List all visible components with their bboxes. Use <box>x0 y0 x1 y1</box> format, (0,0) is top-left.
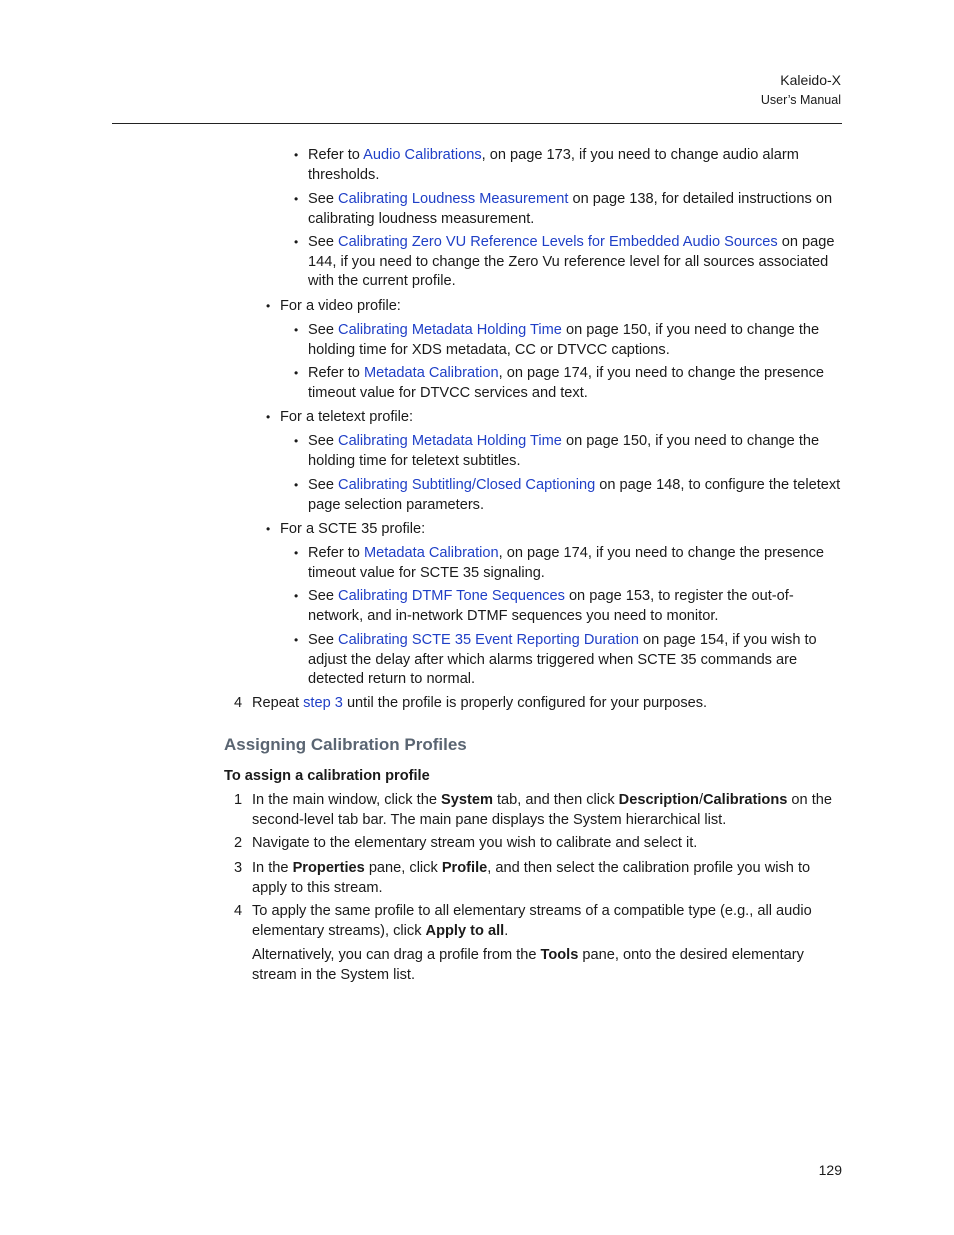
list-item: • See Calibrating Metadata Holding Time on page 150, if you need to change the holding time for teletext subtitles. <box>294 433 820 469</box>
list-item: • Refer to Audio Calibrations, on page 173, if you need to change audio alarm thresholds. <box>294 147 799 183</box>
procedure-step: 1 In the main window, click the System tab, and then click Description/Calibrations on the second-level tab bar. The main pane displays the System hierarchical list. <box>234 792 832 828</box>
link-metadata-holding-time[interactable]: Calibrating Metadata Holding Time <box>338 433 562 449</box>
list-item: • See Calibrating Metadata Holding Time on page 150, if you need to change the holding time for XDS metadata, CC or DTVCC captions. <box>294 322 820 358</box>
link-dtmf[interactable]: Calibrating DTMF Tone Sequences <box>338 588 565 604</box>
link-metadata-calibration[interactable]: Metadata Calibration <box>363 545 499 561</box>
running-header-product: Kaleido-X <box>780 72 841 88</box>
link-calibrating-loudness[interactable]: Calibrating Loudness Measurement <box>338 191 569 207</box>
procedure-title: To assign a calibration profile <box>224 768 430 784</box>
link-scte35-duration[interactable]: Calibrating SCTE 35 Event Reporting Duration <box>338 632 639 648</box>
bullet-icon: • <box>294 546 299 560</box>
bullet-icon: • <box>294 366 299 380</box>
bullet-icon: • <box>266 522 271 536</box>
header-rule <box>112 123 842 124</box>
running-header-manual: User’s Manual <box>760 93 841 107</box>
bullet-icon: • <box>294 434 299 448</box>
bullet-icon: • <box>294 323 299 337</box>
list-item: • For a video profile: <box>266 297 826 317</box>
list-item: • See Calibrating Loudness Measurement on page 138, for detailed instructions on calibrating loudness measurement. <box>294 191 833 227</box>
bullet-icon: • <box>266 299 271 313</box>
bullet-icon: • <box>266 410 271 424</box>
section-title: Assigning Calibration Profiles <box>224 735 467 754</box>
bullet-icon: • <box>294 235 299 249</box>
link-metadata-calibration[interactable]: Metadata Calibration <box>363 365 499 381</box>
procedure-step: 2 Navigate to the elementary stream you wish to calibrate and select it. <box>234 835 698 851</box>
procedure-step: 3 In the Properties pane, click Profile, and then select the calibration profile you wish to apply to this stream. <box>234 860 811 896</box>
list-item: • For a SCTE 35 profile: <box>266 520 826 540</box>
bullet-icon: • <box>294 633 299 647</box>
link-step-3[interactable]: step 3 <box>303 695 343 711</box>
list-item: • Refer to Metadata Calibration, on page 174, if you need to change the presence timeout value for SCTE 35 signaling. <box>294 545 825 581</box>
list-item: • Refer to Metadata Calibration, on page 174, if you need to change the presence timeout value for DTVCC services and text. <box>294 365 825 401</box>
list-item: • See Calibrating Zero VU Reference Levels for Embedded Audio Sources on page 144, if you need to change the Zero Vu reference level for all sources associated with the current profile. <box>294 234 835 290</box>
bullet-icon: • <box>294 148 299 162</box>
list-item: • For a teletext profile: <box>266 408 826 428</box>
list-item: • See Calibrating Subtitling/Closed Captioning on page 148, to configure the teletext page selection parameters. <box>294 477 841 513</box>
bullet-icon: • <box>294 589 299 603</box>
bullet-icon: • <box>294 478 299 492</box>
page-number: 129 <box>818 1162 842 1178</box>
procedure-step: 4 Repeat step 3 until the profile is properly configured for your purposes. <box>234 695 708 711</box>
list-item: • See Calibrating SCTE 35 Event Reporting Duration on page 154, if you wish to adjust the delay after which alarms triggered when SCTE 35 commands are detected return to normal. <box>294 632 817 688</box>
link-audio-calibrations[interactable]: Audio Calibrations <box>363 147 482 163</box>
link-zero-vu[interactable]: Calibrating Zero VU Reference Levels for Embedded Audio Sources <box>338 234 778 250</box>
link-metadata-holding-time[interactable]: Calibrating Metadata Holding Time <box>338 322 562 338</box>
link-subtitling[interactable]: Calibrating Subtitling/Closed Captioning <box>338 477 596 493</box>
bullet-icon: • <box>294 192 299 206</box>
list-item: • See Calibrating DTMF Tone Sequences on page 153, to register the out-of-network, and in-network DTMF sequences you need to monitor. <box>294 588 794 624</box>
step-note: Alternatively, you can drag a profile from the Tools pane, onto the desired elementary stream in the System list. <box>252 947 804 983</box>
procedure-step: 4 To apply the same profile to all elementary streams of a compatible type (e.g., all audio elementary streams), click Apply to all. <box>234 903 812 939</box>
